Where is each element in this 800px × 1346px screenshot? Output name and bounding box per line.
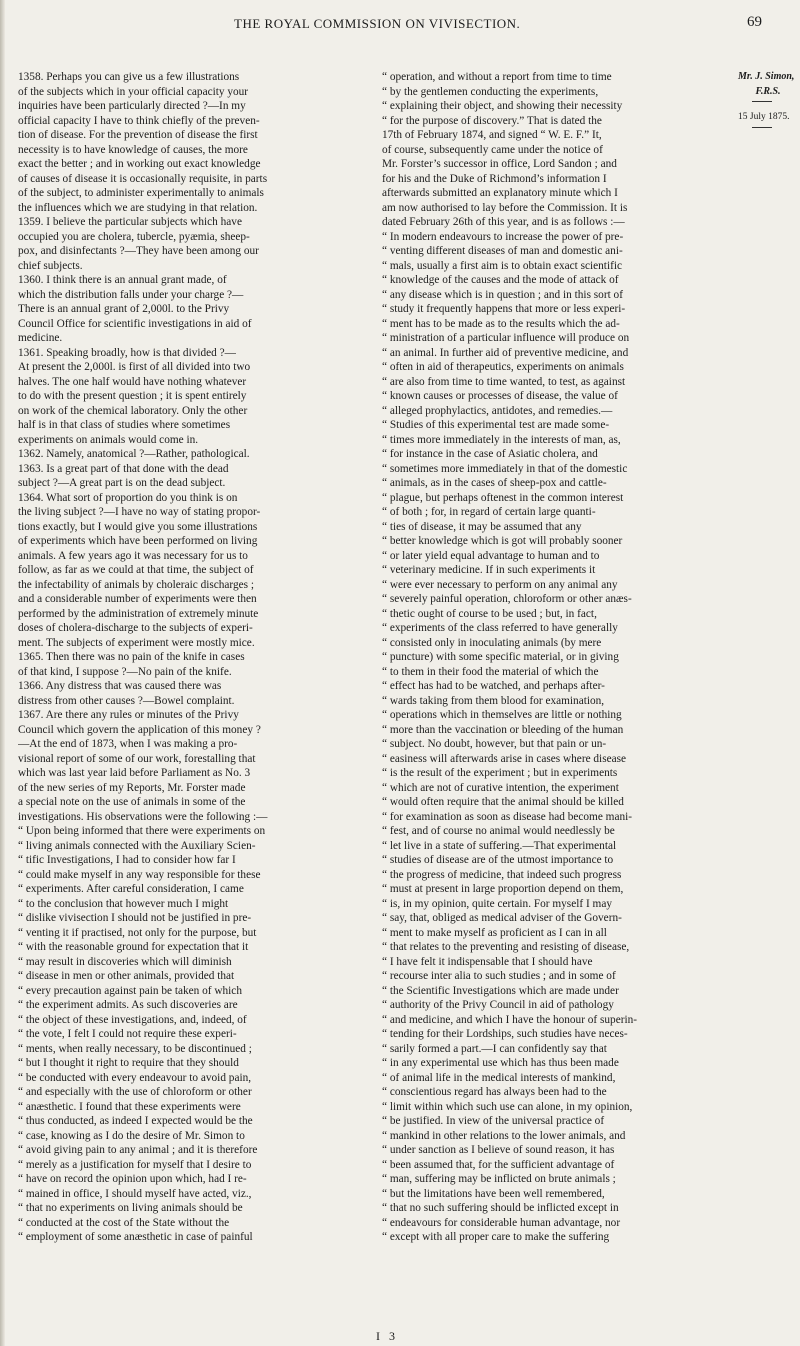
text-line: “ fest, and of course no animal would needlessly be (382, 825, 615, 837)
text-line: “ disease in men or other animals, provided that (18, 970, 235, 982)
text-line: “ effect has had to be watched, and perhaps after- (382, 680, 605, 692)
text-line: a special note on the use of animals in some of the (18, 796, 246, 808)
text-line: of the subject, to administer experimentally to animals (18, 187, 264, 199)
text-line: “ an animal. In further aid of preventive medicine, and (382, 346, 629, 359)
text-line: “ by the gentlemen conducting the experiments, (382, 85, 599, 98)
margin-rule (752, 127, 772, 134)
text-line: 1365. Then there was no pain of the knife in cases (18, 651, 245, 663)
text-line: “ the object of these investigations, and, indeed, of (18, 1013, 247, 1026)
text-line: 1366. Any distress that was caused there was (18, 680, 222, 692)
text-line: distress from other causes ?—Bowel complaint. (18, 694, 235, 707)
text-line: “ sometimes more immediately in that of the domestic (382, 462, 628, 475)
text-line: visional report of some of our work, forestalling that (18, 752, 256, 765)
text-line: Mr. Forster’s successor in office, Lord Sandon ; and (382, 158, 617, 170)
text-line: “ severely painful operation, chloroform or other anæs- (382, 593, 632, 605)
text-line: halves. The one half would have nothing whatever (18, 375, 247, 388)
text-line: “ I have felt it indispensable that I should have (382, 955, 593, 968)
text-line: afterwards submitted an explanatory minute which I (382, 187, 618, 199)
text-line: “ be justified. In view of the universal practice of (382, 1115, 605, 1127)
text-line: “ anæsthetic. I found that these experiments were (18, 1100, 241, 1113)
text-line: “ must at present in large proportion depend on them, (382, 883, 624, 895)
text-line: “ would often require that the animal should be killed (382, 796, 624, 808)
text-line: “ is, in my opinion, quite certain. For myself I may (382, 897, 612, 910)
text-line: “ times more immediately in the interests of man, as, (382, 433, 621, 446)
text-line: “ Studies of this experimental test are made some- (382, 419, 610, 431)
text-line: “ that relates to the preventing and resisting of disease, (382, 941, 630, 953)
text-line: “ were ever necessary to perform on any animal any (382, 578, 618, 591)
right-text-column (382, 70, 728, 1245)
witness-name: Mr. J. Simon, (738, 71, 795, 82)
text-line: “ thetic ought of course to be used ; but, in fact, (382, 607, 597, 620)
text-line: of the subjects which in your official capacity your (18, 85, 249, 98)
text-line: to do with the present question ; it is spent entirely (18, 390, 247, 402)
text-line: dated February 26th of this year, and is as follows :— (382, 216, 625, 228)
text-line: “ to them in their food the material of which the (382, 665, 599, 678)
text-line: At present the 2,000l. is first of all divided into two (18, 361, 251, 373)
text-line: “ venting it if practised, not only for the purpose, but (18, 926, 257, 939)
text-line: “ In modern endeavours to increase the power of pre- (382, 230, 624, 243)
text-line: “ subject. No doubt, however, but that pain or un- (382, 738, 607, 750)
text-line: “ with the reasonable ground for expectation that it (18, 941, 249, 953)
text-line: “ more than the vaccination or bleeding of the human (382, 723, 624, 736)
text-line: “ sarily formed a part.—I can confidently say that (382, 1042, 607, 1055)
text-line: which was last year laid before Parliament as No. 3 (18, 767, 251, 779)
text-line: “ say, that, obliged as medical adviser of the Govern- (382, 912, 622, 924)
text-line: “ that no such suffering should be inflicted except in (382, 1202, 619, 1214)
text-line: “ known causes or processes of disease, the value of (382, 390, 618, 402)
text-line: “ could make myself in any way responsible for these (18, 868, 261, 881)
text-line: “ but the limitations have been well remembered, (382, 1187, 605, 1200)
text-line: “ explaining their object, and showing their necessity (382, 100, 623, 112)
text-line: “ mained in office, I should myself have acted, viz., (18, 1187, 252, 1200)
text-line: “ the progress of medicine, that indeed such progress (382, 868, 622, 881)
text-line: “ let live in a state of suffering.—That experimental (382, 839, 617, 852)
margin-rule (752, 101, 772, 108)
witness-date: 15 July 1875. (738, 112, 790, 122)
text-line: chief subjects. (18, 259, 83, 272)
text-line: and a considerable number of experiments were then (18, 593, 257, 605)
text-line: “ man, suffering may be inflicted on brute animals ; (382, 1173, 616, 1185)
text-line: “ dislike vivisection I should not be justified in pre- (18, 912, 252, 924)
text-line: “ experiments. After careful consideration, I came (18, 883, 244, 895)
text-line: “ consisted only in inoculating animals (by mere (382, 636, 602, 649)
text-line: official capacity I have to think chiefly of the preven- (18, 114, 260, 127)
text-line: “ studies of disease are of the utmost importance to (382, 854, 614, 866)
page-header (0, 10, 800, 40)
text-line: half is in that class of studies where sometimes (18, 419, 231, 431)
text-line: “ and medicine, and which I have the honour of superin- (382, 1013, 638, 1026)
text-line: Council which govern the application of this money ? (18, 723, 261, 736)
text-line: “ ment to make myself as proficient as I can in all (382, 926, 607, 939)
text-line: “ ties of disease, it may be assumed that any (382, 520, 582, 533)
text-line: 1363. Is a great part of that done with the dead (18, 462, 229, 475)
text-line: “ are also from time to time wanted, to test, as against (382, 375, 626, 388)
text-line: 1362. Namely, anatomical ?—Rather, pathological. (18, 448, 250, 460)
text-line: “ except with all proper care to make the suffering (382, 1231, 610, 1243)
text-line: “ the vote, I felt I could not require these experi- (18, 1028, 237, 1040)
text-line: “ may result in discoveries which will diminish (18, 955, 232, 968)
text-line: of course, subsequently came under the notice of (382, 143, 603, 156)
text-line: “ for instance in the case of Asiatic cholera, and (382, 448, 598, 460)
text-line: “ authority of the Privy Council in aid of pathology (382, 999, 614, 1011)
text-line: “ alleged prophylactics, antidotes, and remedies.— (382, 404, 613, 417)
text-line: “ of animal life in the medical interests of mankind, (382, 1071, 616, 1084)
left-text-column (18, 70, 366, 1245)
text-line: occupied you are cholera, tubercle, pyæmia, sheep- (18, 230, 250, 243)
text-line: tion of disease. For the prevention of disease the first (18, 129, 258, 141)
text-line: necessity is to have knowledge of causes, the more (18, 143, 248, 156)
text-line: the infectability of animals by choleraic discharges ; (18, 578, 255, 591)
text-line: “ mankind in other relations to the lower animals, and (382, 1129, 626, 1142)
text-line: “ venting different diseases of man and domestic ani- (382, 245, 623, 257)
margin-note (738, 70, 798, 136)
text-line: “ the Scientific Investigations which are made under (382, 984, 619, 997)
text-line: “ employment of some anæsthetic in case of painful (18, 1231, 253, 1243)
text-line: “ be conducted with every endeavour to avoid pain, (18, 1071, 252, 1084)
signature-mark: I 3 (376, 1329, 398, 1343)
text-line: “ mals, usually a first aim is to obtain exact scientific (382, 259, 622, 272)
text-line: exact the better ; and in working out exact knowledge (18, 158, 261, 170)
text-line: “ operation, and without a report from time to time (382, 71, 612, 83)
text-line: “ wards taking from them blood for examination, (382, 694, 605, 707)
text-line: “ the experiment admits. As such discoveries are (18, 999, 238, 1011)
text-line: pox, and disinfectants ?—They have been among our (18, 245, 259, 257)
text-line: “ recourse inter alia to such studies ; and in some of (382, 970, 616, 982)
text-line: “ better knowledge which is got will probably sooner (382, 535, 623, 547)
text-line: “ is the result of the experiment ; but in experiments (382, 767, 618, 779)
text-line: “ puncture) with some specific material, or in giving (382, 651, 619, 663)
scan-edge (0, 0, 5, 1346)
text-line: experiments on animals would come in. (18, 433, 199, 446)
text-line: “ under sanction as I believe of sound reason, it has (382, 1144, 615, 1156)
text-line: investigations. His observations were the following :— (18, 810, 268, 823)
text-line: “ which are not of curative intention, the experiment (382, 781, 619, 794)
text-line: “ operations which in themselves are little or nothing (382, 709, 622, 721)
text-line: the influences which we are studying in that relation. (18, 201, 258, 214)
text-line: which the distribution falls under your charge ?— (18, 288, 244, 301)
text-line: 1361. Speaking broadly, how is that divided ?— (18, 346, 236, 359)
text-line: —At the end of 1873, when I was making a pro- (18, 738, 238, 750)
text-line: animals. A few years ago it was necessary for us to (18, 549, 248, 562)
text-line: 1358. Perhaps you can give us a few illustrations (18, 71, 240, 83)
text-line: “ ments, when really necessary, to be discontinued ; (18, 1042, 252, 1055)
text-line: 1367. Are there any rules or minutes of the Privy (18, 709, 239, 721)
text-line: “ ment has to be made as to the results which the ad- (382, 317, 620, 330)
text-line: “ study it frequently happens that more or less experi- (382, 303, 626, 315)
text-line: “ living animals connected with the Auxiliary Scien- (18, 839, 256, 852)
text-line: 1360. I think there is an annual grant made, of (18, 274, 227, 286)
text-line: performed by the administration of extremely minute (18, 607, 259, 620)
text-line: “ tending for their Lordships, such studies have neces- (382, 1028, 628, 1040)
text-line: subject ?—A great part is on the dead subject. (18, 477, 226, 489)
text-line: “ for examination as soon as disease had become mani- (382, 810, 633, 823)
text-line: “ veterinary medicine. If in such experiments it (382, 564, 596, 576)
text-line: “ conducted at the cost of the State without the (18, 1216, 230, 1229)
text-line: inquiries have been particularly directed ?—In my (18, 100, 246, 112)
text-line: “ knowledge of the causes and the mode of attack of (382, 274, 619, 286)
witness-credentials: F.R.S. (755, 85, 781, 97)
text-line: There is an annual grant of 2,000l. to the Privy (18, 303, 230, 315)
text-line: 1364. What sort of proportion do you think is on (18, 491, 238, 504)
text-line: “ in any experimental use which has thus been made (382, 1057, 619, 1069)
text-line: “ case, knowing as I do the desire of Mr. Simon to (18, 1129, 245, 1142)
text-line: “ easiness will afterwards arise in cases where disease (382, 752, 627, 765)
page-title: THE ROYAL COMMISSION ON VIVISECTION. (234, 16, 521, 31)
text-line: “ tific Investigations, I had to consider how far I (18, 854, 236, 866)
text-line: of causes of disease it is occasionally requisite, in parts (18, 172, 268, 185)
text-line: “ have on record the opinion upon which, had I re- (18, 1173, 247, 1185)
text-line: “ limit within which such use can alone, in my opinion, (382, 1100, 633, 1113)
text-line: of that kind, I suppose ?—No pain of the knife. (18, 665, 232, 678)
text-line: “ but I thought it right to require that they should (18, 1057, 239, 1069)
text-line: “ animals, as in the cases of sheep-pox and cattle- (382, 477, 607, 489)
text-line: “ any disease which is in question ; and in this sort of (382, 288, 623, 301)
text-line: “ of both ; for, in regard of certain large quanti- (382, 506, 596, 518)
text-line: of experiments which have been performed on living (18, 535, 258, 547)
text-line: “ to the conclusion that however much I might (18, 897, 229, 910)
text-line: am now authorised to lay before the Commission. It is (382, 201, 628, 214)
text-line: “ experiments of the class referred to have generally (382, 622, 618, 634)
text-line: follow, as far as we could at that time, the subject of (18, 564, 254, 576)
text-line: 1359. I believe the particular subjects which have (18, 216, 242, 228)
text-line: “ every precaution against pain be taken of which (18, 984, 242, 997)
text-line: ment. The subjects of experiment were mostly mice. (18, 636, 255, 649)
text-line: tions exactly, but I would give you some illustrations (18, 520, 258, 533)
text-line: for his and the Duke of Richmond’s information I (382, 172, 607, 185)
text-line: “ thus conducted, as indeed I expected would be the (18, 1115, 253, 1127)
text-line: “ often in aid of therapeutics, experiments on animals (382, 361, 624, 373)
text-line: the living subject ?—I have no way of stating propor- (18, 506, 261, 518)
text-line: of the new series of my Reports, Mr. Forster made (18, 781, 246, 794)
text-line: “ ministration of a particular influence will produce on (382, 332, 630, 344)
text-line: “ or later yield equal advantage to human and to (382, 549, 600, 562)
text-line: 17th of February 1874, and signed “ W. E. F.” It, (382, 129, 602, 141)
text-line: “ been assumed that, for the sufficient advantage of (382, 1158, 615, 1171)
text-line: on work of the chemical laboratory. Only the other (18, 404, 248, 417)
page-number: 69 (747, 14, 762, 30)
text-line: “ endeavours for considerable human advantage, nor (382, 1216, 621, 1229)
text-line: medicine. (18, 332, 63, 344)
text-line: “ Upon being informed that there were experiments on (18, 825, 266, 837)
text-line: doses of cholera-discharge to the subjects of experi- (18, 622, 253, 634)
text-line: Council Office for scientific investigations in aid of (18, 317, 252, 330)
text-line: “ that no experiments on living animals should be (18, 1202, 243, 1214)
text-line: “ merely as a justification for myself that I desire to (18, 1158, 252, 1171)
text-line: “ avoid giving pain to any animal ; and it is therefore (18, 1144, 258, 1156)
text-line: “ plague, but perhaps oftenest in the common interest (382, 491, 624, 504)
text-line: “ for the purpose of discovery.” That is dated the (382, 114, 602, 127)
text-line: “ and especially with the use of chloroform or other (18, 1086, 252, 1098)
text-line: “ conscientious regard has always been had to the (382, 1086, 607, 1098)
